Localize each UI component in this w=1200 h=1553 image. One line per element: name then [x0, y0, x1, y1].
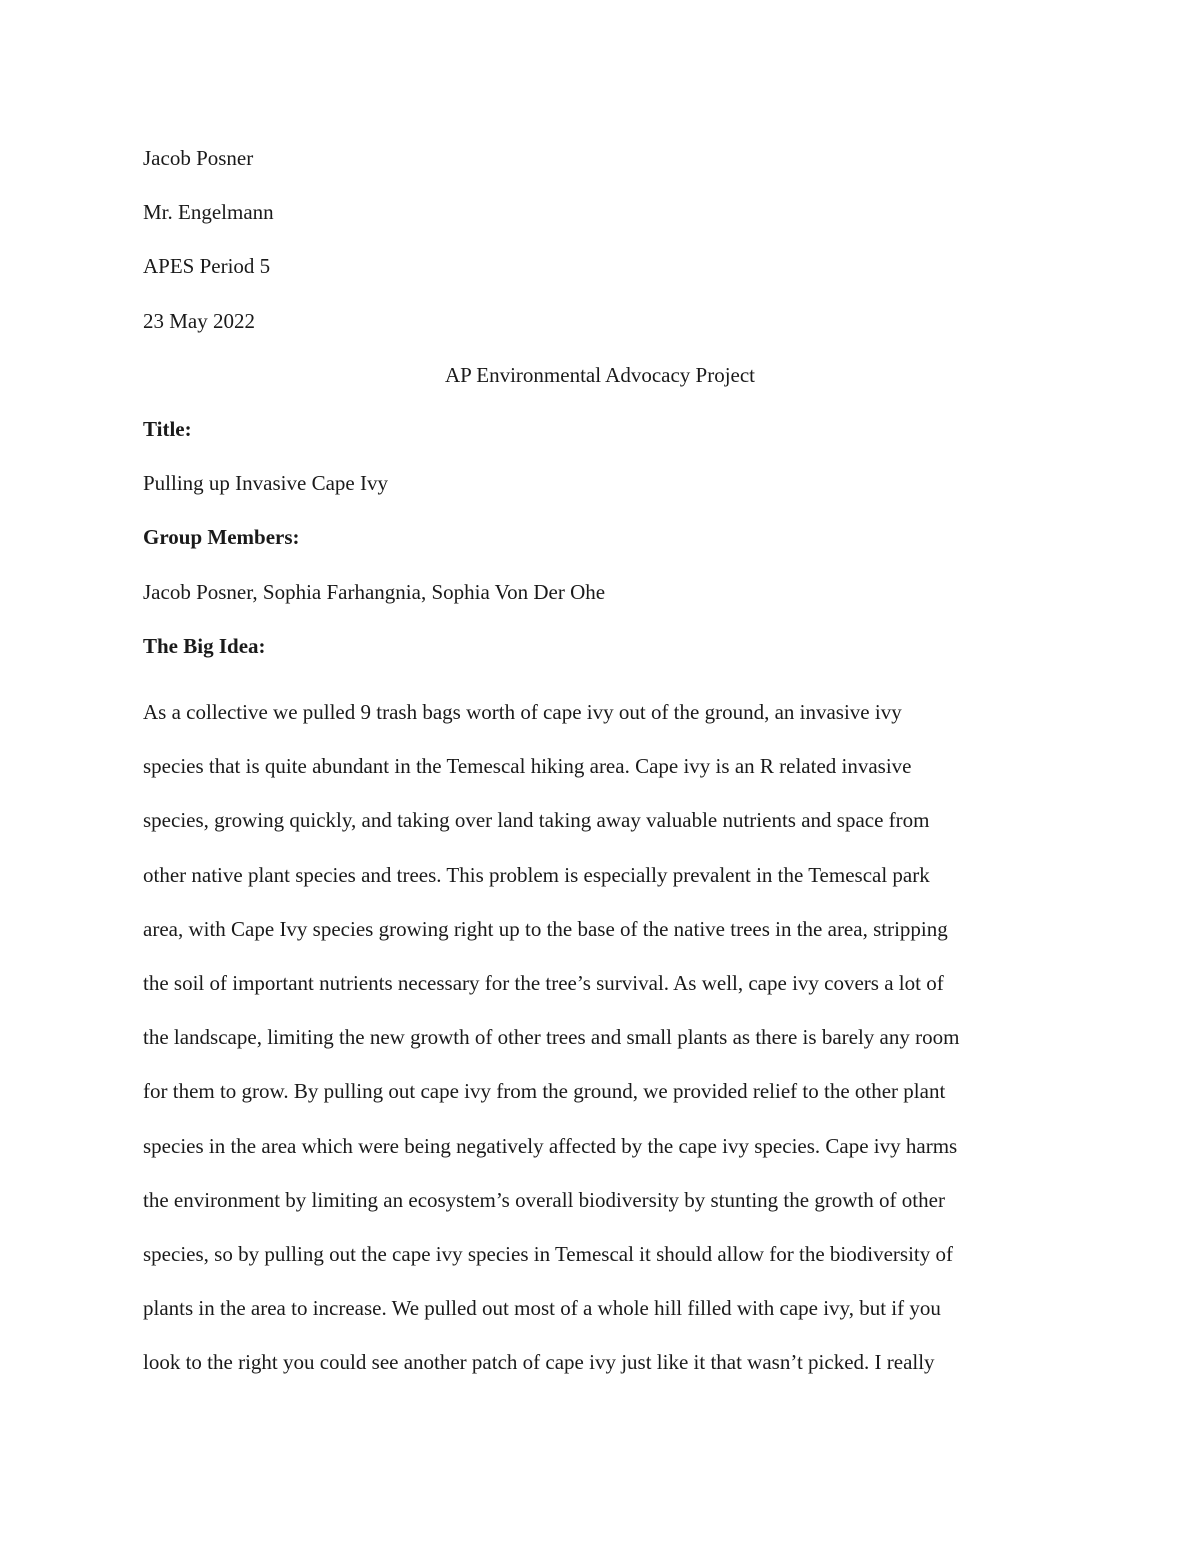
paragraph-line: area, with Cape Ivy species growing right up to the base of the native trees in the area, stripping [143, 916, 948, 941]
group-members-list: Jacob Posner, Sophia Farhangnia, Sophia Von Der Ohe [143, 580, 606, 604]
paragraph-line: species, growing quickly, and taking over land taking away valuable nutrients and space from [143, 808, 930, 833]
paragraph-line: for them to grow. By pulling out cape ivy from the ground, we provided relief to the other plant [143, 1079, 946, 1104]
title-heading: Title: [143, 417, 192, 441]
big-idea-heading: The Big Idea: [143, 634, 266, 658]
paragraph-line: the landscape, limiting the new growth of other trees and small plants as there is barely any room [143, 1025, 960, 1050]
paragraph-line: other native plant species and trees. This problem is especially prevalent in the Temescal park [143, 862, 930, 887]
paragraph-line: species in the area which were being negatively affected by the cape ivy species. Cape ivy harms [143, 1133, 958, 1158]
student-name: Jacob Posner [143, 146, 254, 170]
group-members-heading: Group Members: [143, 525, 300, 549]
document-date: 23 May 2022 [143, 309, 255, 333]
course-period: APES Period 5 [143, 254, 271, 278]
teacher-name: Mr. Engelmann [143, 200, 274, 224]
paragraph-line: species, so by pulling out the cape ivy species in Temescal it should allow for the biodiversity of [143, 1242, 953, 1267]
paragraph-line: the environment by limiting an ecosystem’s overall biodiversity by stunting the growth of other [143, 1187, 945, 1212]
paragraph-line: plants in the area to increase. We pulled out most of a whole hill filled with cape ivy, but if you [143, 1296, 941, 1321]
big-idea-paragraph [143, 685, 1059, 1390]
document-title: AP Environmental Advocacy Project [444, 363, 756, 387]
paragraph-line: look to the right you could see another patch of cape ivy just like it that wasn’t picked. I really [143, 1350, 935, 1375]
paragraph-line: As a collective we pulled 9 trash bags worth of cape ivy out of the ground, an invasive ivy [143, 700, 902, 724]
paragraph-line: species that is quite abundant in the Temescal hiking area. Cape ivy is an R related invasive [143, 754, 912, 779]
project-title: Pulling up Invasive Cape Ivy [143, 471, 388, 495]
paragraph-line: the soil of important nutrients necessary for the tree’s survival. As well, cape ivy covers a lot of [143, 971, 944, 996]
